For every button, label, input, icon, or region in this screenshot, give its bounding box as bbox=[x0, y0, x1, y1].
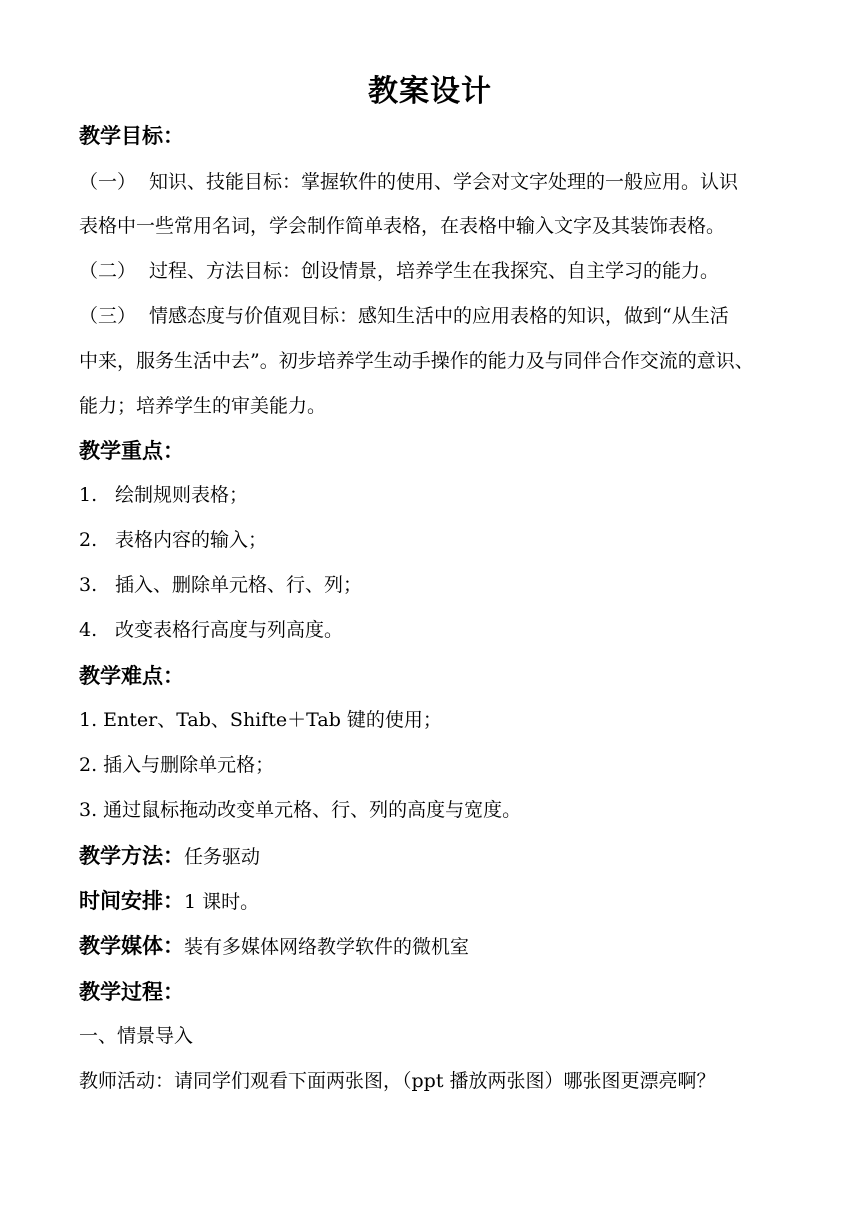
media-line bbox=[79, 932, 789, 961]
difficulty-item: 3. 通过鼠标拖动改变单元格、行、列的高度与宽度。 bbox=[79, 799, 522, 821]
method-line bbox=[79, 842, 789, 871]
objective-1-text-1: 知识、技能目标：掌握软件的使用、学会对文字处理的一般应用。认识 bbox=[149, 171, 739, 193]
key-point-item bbox=[79, 526, 789, 554]
schedule-value: 1 课时。 bbox=[184, 891, 260, 913]
key-point-text: 改变表格行高度与列高度。 bbox=[115, 619, 344, 641]
objective-3-text-1: 情感态度与价值观目标：感知生活中的应用表格的知识，做到“从生活 bbox=[149, 305, 729, 327]
objective-1-line-1 bbox=[79, 168, 789, 196]
key-point-number: 2. bbox=[79, 529, 98, 551]
schedule-label: 时间安排： bbox=[79, 888, 184, 913]
key-point-text: 表格内容的输入； bbox=[115, 529, 268, 551]
key-point-item bbox=[79, 616, 789, 644]
key-point-number: 3. bbox=[79, 574, 98, 596]
objective-2-line-1 bbox=[79, 257, 789, 285]
key-point-number: 1. bbox=[79, 484, 98, 506]
objective-3-line-1 bbox=[79, 302, 789, 330]
objective-1-line-2: 表格中一些常用名词，学会制作简单表格，在表格中输入文字及其装饰表格。 bbox=[79, 215, 726, 237]
objective-2-text-1: 过程、方法目标：创设情景，培养学生在我探究、自主学习的能力。 bbox=[149, 260, 720, 282]
process-heading: 教学过程： bbox=[79, 979, 184, 1004]
key-point-number: 4. bbox=[79, 619, 98, 641]
objective-3-line-3: 能力；培养学生的审美能力。 bbox=[79, 395, 327, 417]
objectives-heading: 教学目标： bbox=[79, 123, 184, 148]
difficulty-item: 2. 插入与删除单元格； bbox=[79, 754, 275, 776]
objective-1-marker: （一） bbox=[79, 171, 137, 193]
key-point-item bbox=[79, 481, 789, 509]
media-value: 装有多媒体网络教学软件的微机室 bbox=[184, 936, 470, 958]
teacher-activity: 教师活动：请同学们观看下面两张图，（ppt 播放两张图）哪张图更漂亮啊？ bbox=[79, 1070, 716, 1092]
process-section-1: 一、情景导入 bbox=[79, 1025, 194, 1047]
document-title: 教案设计 bbox=[368, 74, 492, 109]
key-points-heading: 教学重点： bbox=[79, 438, 184, 463]
difficulty-item: 1. Enter、Tab、Shifte＋Tab 键的使用； bbox=[79, 709, 442, 731]
key-point-text: 绘制规则表格； bbox=[115, 484, 249, 506]
key-point-item bbox=[79, 571, 789, 599]
method-label: 教学方法： bbox=[79, 843, 184, 868]
method-value: 任务驱动 bbox=[184, 846, 261, 868]
media-label: 教学媒体： bbox=[79, 933, 184, 958]
schedule-line bbox=[79, 887, 789, 916]
objective-3-marker: （三） bbox=[79, 305, 137, 327]
difficulties-heading: 教学难点： bbox=[79, 663, 184, 688]
key-point-text: 插入、删除单元格、行、列； bbox=[115, 574, 363, 596]
objective-2-marker: （二） bbox=[79, 260, 137, 282]
objective-3-line-2: 中来，服务生活中去”。初步培养学生动手操作的能力及与同伴合作交流的意识、 bbox=[79, 350, 754, 372]
